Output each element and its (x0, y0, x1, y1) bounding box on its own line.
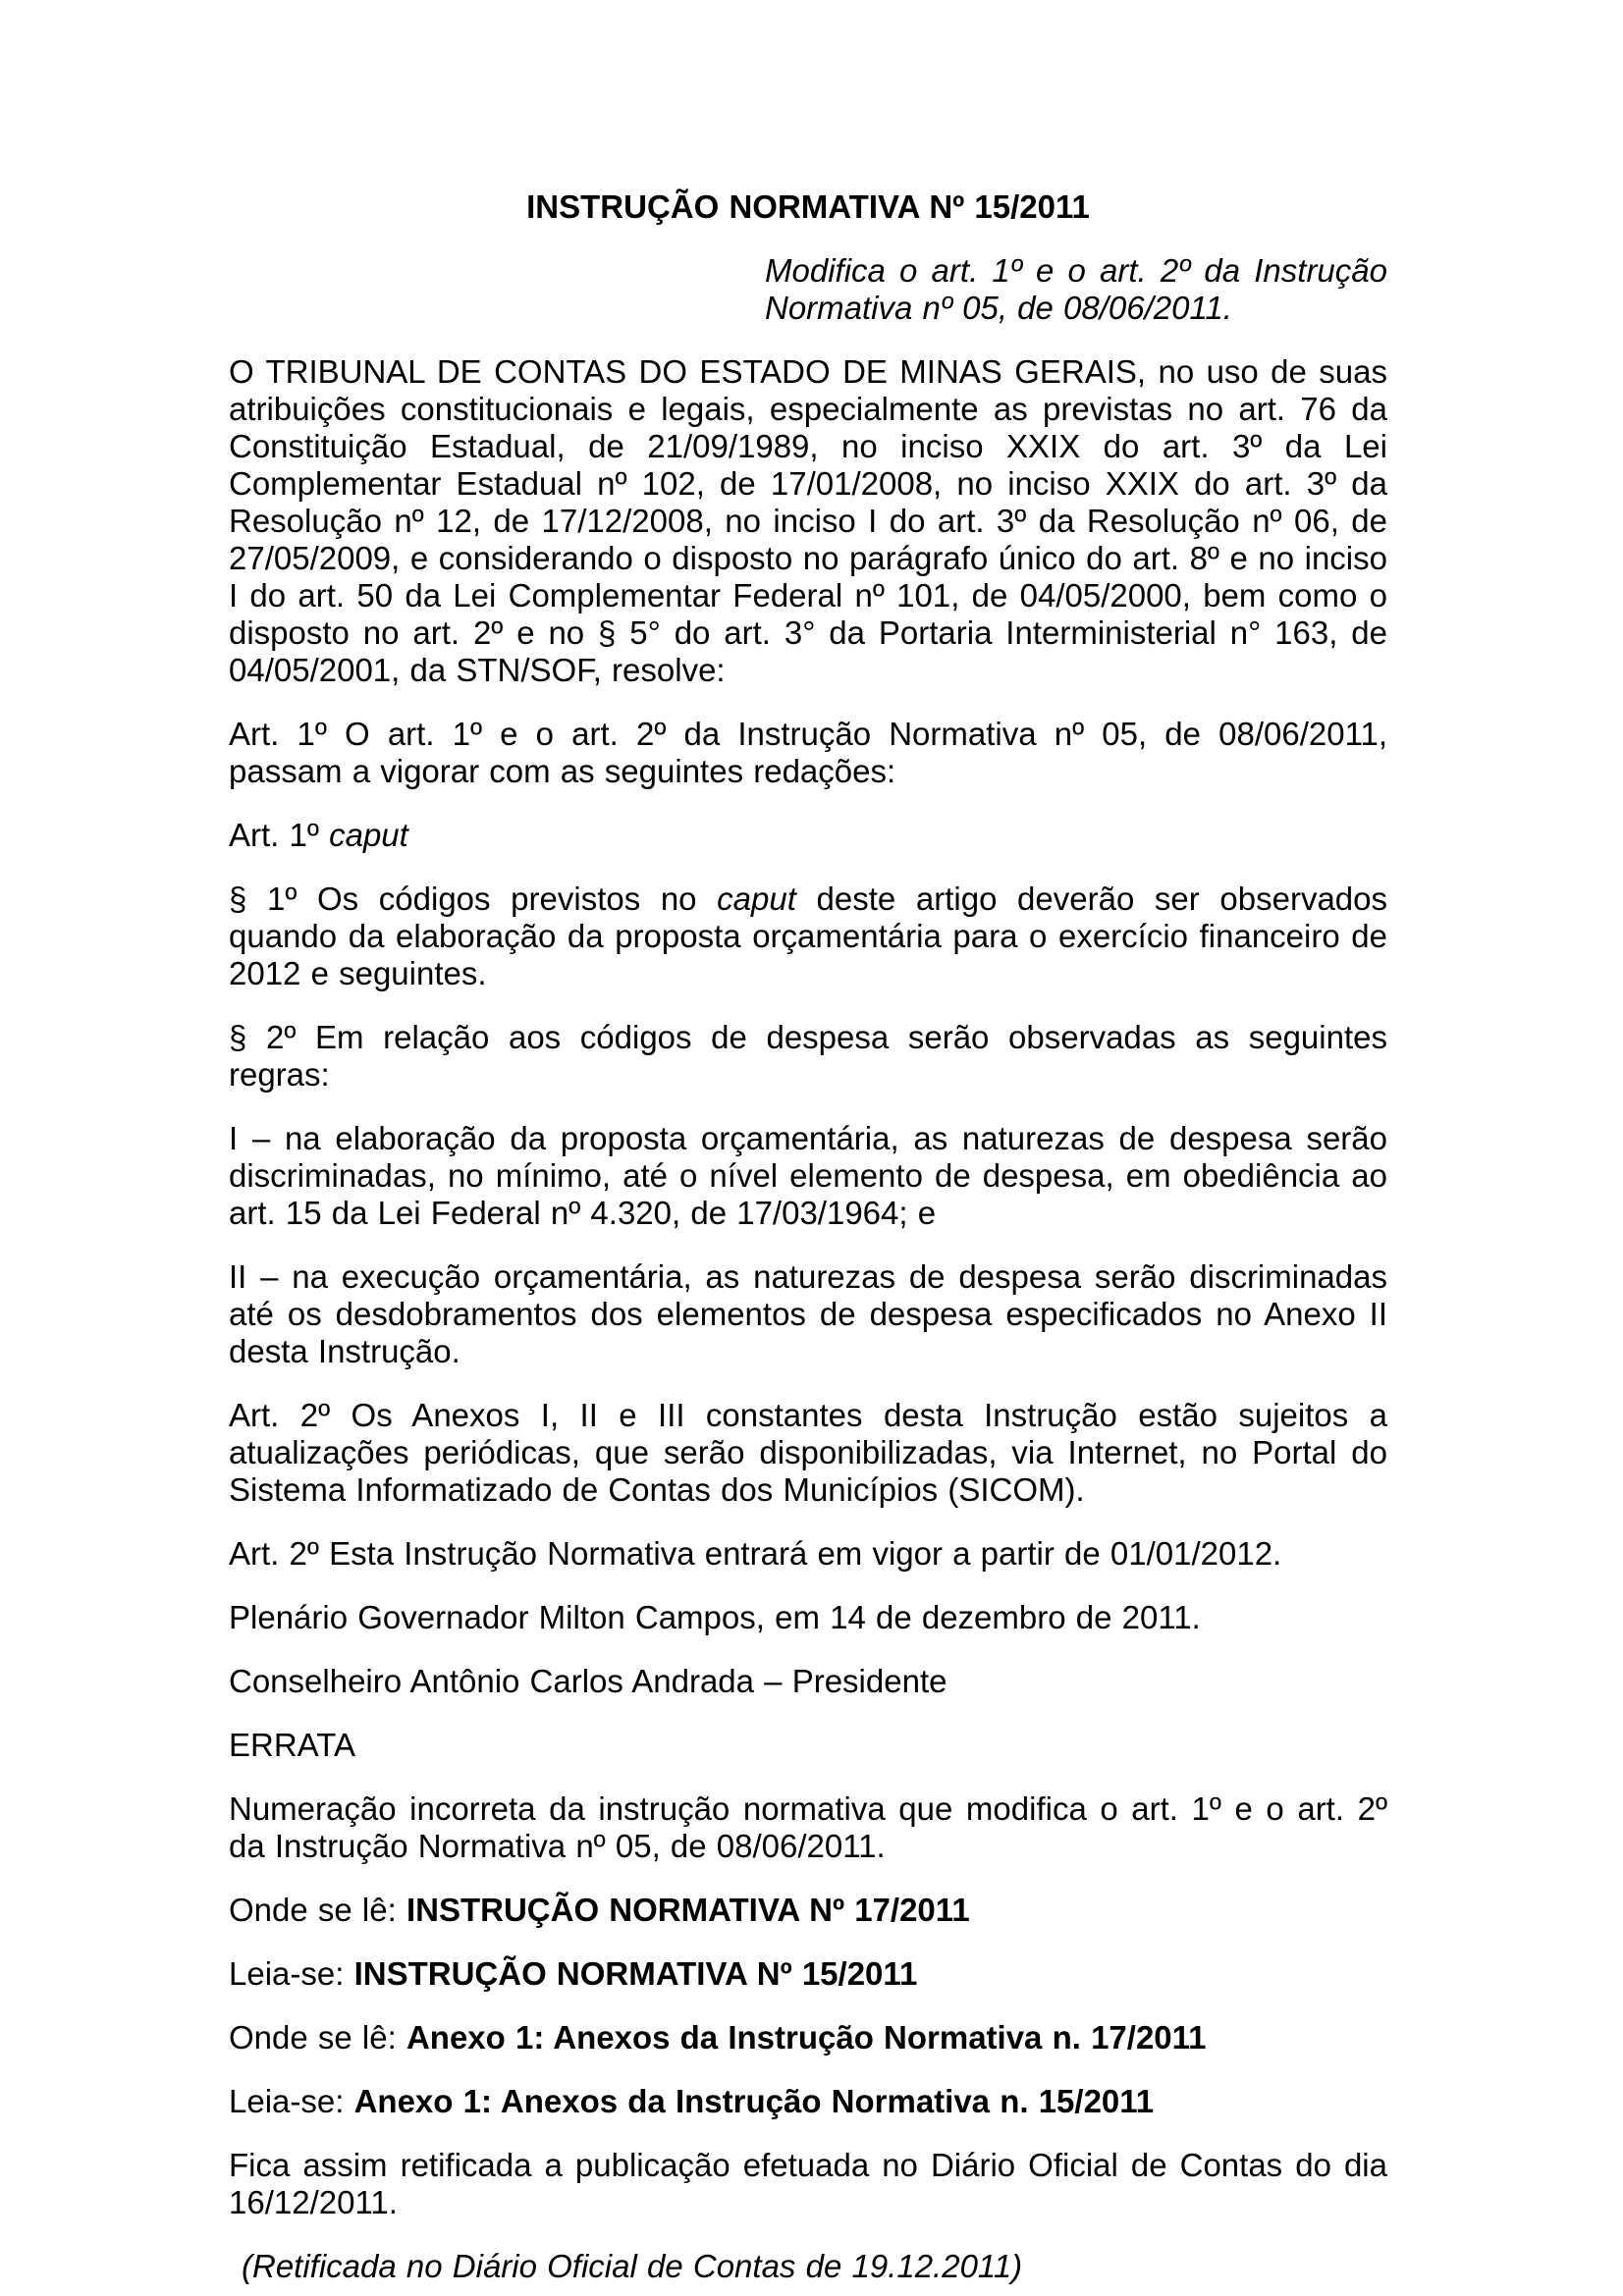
errata-onde-se-le-2 (229, 2019, 1387, 2056)
errata-leia-se-1 (229, 1955, 1387, 1993)
paragraph-inciso-1: I – na elaboração da proposta orçamentária, as naturezas de despesa serão discriminadas, no mínimo, até o nível elemento de despesa, em obediência ao art. 15 da Lei Federal nº 4.320, de 17/03/1964; e (229, 1120, 1387, 1231)
paragraph-art2-anexos: Art. 2º Os Anexos I, II e III constantes desta Instrução estão sujeitos a atualizações periódicas, que serão disponibilizadas, via Internet, no Portal do Sistema Informatizado de Contas dos Municípios (SICOM). (229, 1397, 1387, 1508)
onde-se-le-1-prefix: Onde se lê: (229, 1892, 406, 1928)
errata-onde-se-le-1 (229, 1892, 1387, 1929)
errata-intro: Numeração incorreta da instrução normativa que modifica o art. 1º e o art. 2º da Instrução Normativa nº 05, de 08/06/2011. (229, 1790, 1387, 1864)
par1-prefix: § 1º Os códigos previstos no (229, 881, 718, 917)
errata-heading: ERRATA (229, 1727, 355, 1763)
paragraph-par2: § 2º Em relação aos códigos de despesa serão observadas as seguintes regras: (229, 1019, 1387, 1093)
errata-retificacao: Fica assim retificada a publicação efetuada no Diário Oficial de Contas do dia 16/12/2011. (229, 2147, 1387, 2220)
document-content (229, 188, 1387, 2296)
errata-nota: (Retificada no Diário Oficial de Contas de 19.12.2011) (242, 2248, 1023, 2284)
epigraph: Modifica o art. 1º e o art. 2º da Instrução Normativa nº 05, de 08/06/2011. (765, 252, 1387, 326)
paragraph-assinatura: Conselheiro Antônio Carlos Andrada – Presidente (229, 1663, 947, 1699)
paragraph-art1-caput (229, 817, 1387, 854)
par1-suffix: deste artigo deverão ser observados quando da elaboração da proposta orçamentária para o exercício financeiro de 2012 e seguintes. (229, 881, 1388, 991)
paragraph-art1-intro: Art. 1º O art. 1º e o art. 2º da Instrução Normativa nº 05, de 08/06/2011, passam a vigorar com as seguintes redações: (229, 716, 1387, 789)
document-title: INSTRUÇÃO NORMATIVA Nº 15/2011 (526, 188, 1090, 225)
art1-caput-italic: caput (329, 817, 408, 853)
paragraph-plenario: Plenário Governador Milton Campos, em 14 de dezembro de 2011. (229, 1599, 1201, 1635)
paragraph-par1 (229, 881, 1387, 992)
paragraph-preamble: O TRIBUNAL DE CONTAS DO ESTADO DE MINAS GERAIS, no uso de suas atribuições constitucionais e legais, especialmente as previstas no art. 76 da Constituição Estadual, de 21/09/1989, no inciso XXIX do art. 3º da Lei Complementar Estadual nº 102, de 17/01/2008, no inciso XXIX do art. 3º da Resolução nº 12, de 17/12/2008, no inciso I do art. 3º da Resolução nº 06, de 27/05/2009, e considerando o disposto no parágrafo único do art. 8º e no inciso I do art. 50 da Lei Complementar Federal nº 101, de 04/05/2000, bem como o disposto no art. 2º e no § 5° do art. 3° da Portaria Interministerial n° 163, de 04/05/2001, da STN/SOF, resolve: (229, 353, 1387, 688)
leia-se-2-prefix: Leia-se: (229, 2083, 354, 2119)
art1-caput-prefix: Art. 1º (229, 817, 330, 853)
leia-se-1-bold: INSTRUÇÃO NORMATIVA Nº 15/2011 (353, 1955, 918, 1992)
par1-italic: caput (717, 881, 796, 917)
leia-se-2-bold: Anexo 1: Anexos da Instrução Normativa n. 15/2011 (353, 2083, 1155, 2119)
leia-se-1-prefix: Leia-se: (229, 1955, 354, 1992)
onde-se-le-2-bold: Anexo 1: Anexos da Instrução Normativa n. 17/2011 (406, 2019, 1207, 2056)
onde-se-le-2-prefix: Onde se lê: (229, 2019, 406, 2056)
paragraph-inciso-2: II – na execução orçamentária, as naturezas de despesa serão discriminadas até os desdobramentos dos elementos de despesa especificados no Anexo II desta Instrução. (229, 1258, 1387, 1369)
paragraph-art2-vigencia: Art. 2º Esta Instrução Normativa entrará em vigor a partir de 01/01/2012. (229, 1535, 1282, 1572)
errata-leia-se-2 (229, 2083, 1387, 2120)
onde-se-le-1-bold: INSTRUÇÃO NORMATIVA Nº 17/2011 (406, 1892, 970, 1928)
